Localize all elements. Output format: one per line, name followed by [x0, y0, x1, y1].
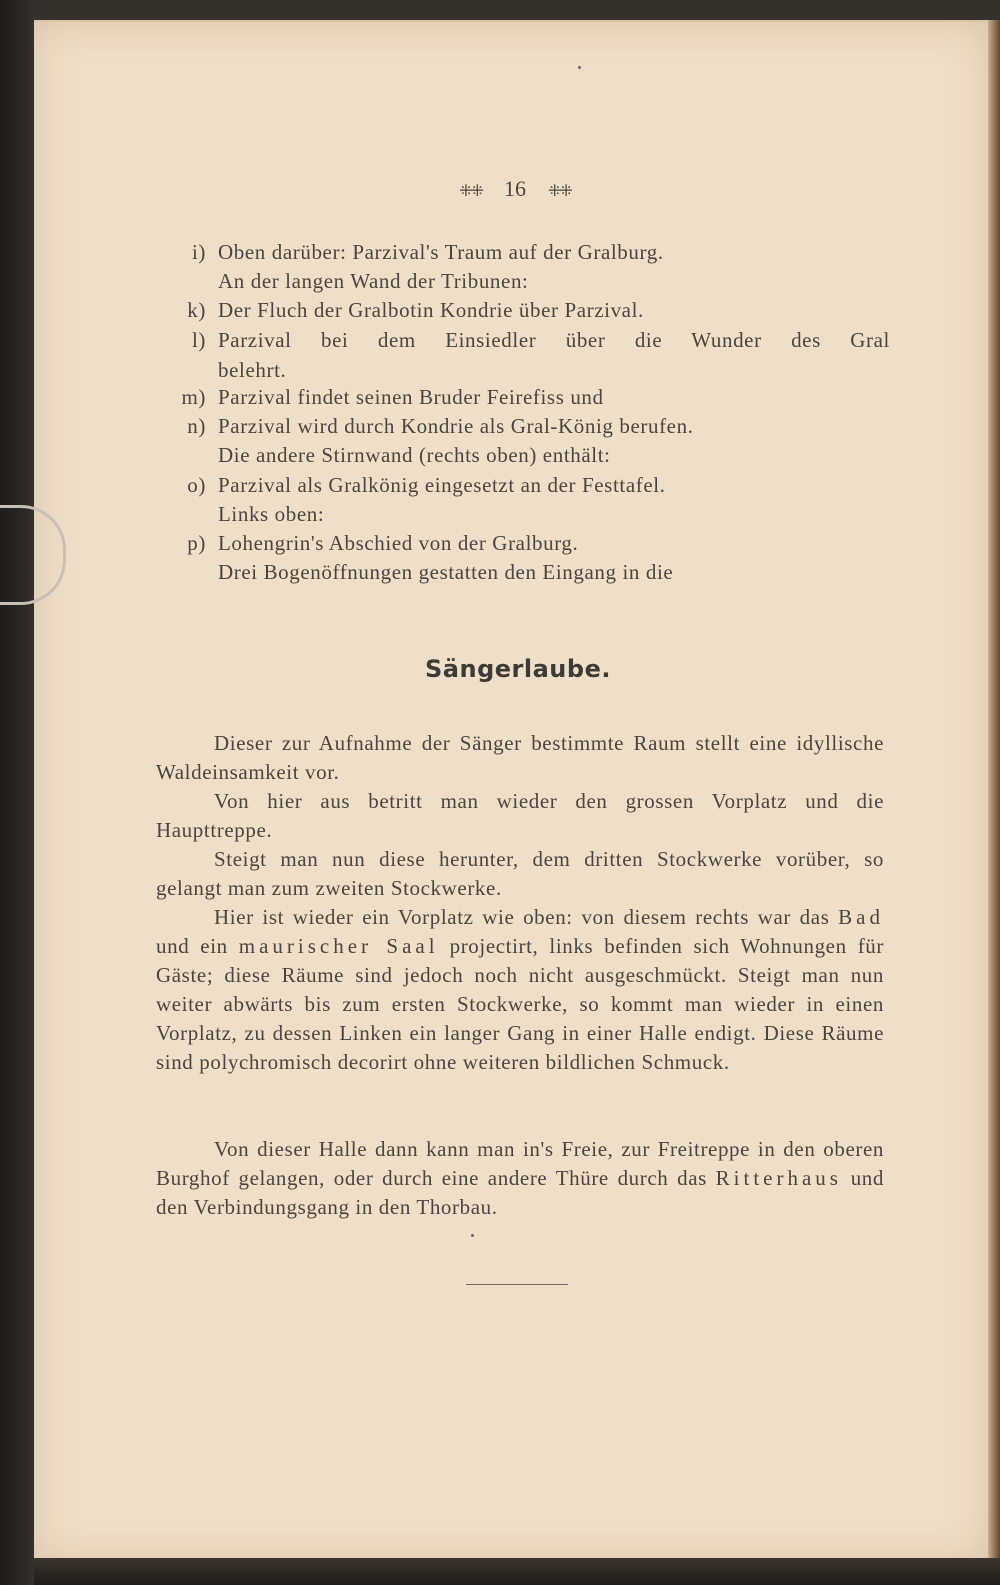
paragraph-text: Steigt man nun diese herunter, dem dritten Stockwerke vorüber, so gelangt man zum zweiten Stockwerke. — [156, 847, 884, 900]
page-edge — [988, 20, 1000, 1565]
spaced-term-bad: Bad — [838, 905, 884, 929]
list-label: k) — [187, 298, 206, 322]
list-text: Die andere Stirnwand (rechts oben) enthält: — [218, 443, 611, 467]
list-text: Parzival wird durch Kondrie als Gral-König berufen. — [218, 414, 694, 438]
paragraph — [156, 1135, 884, 1222]
paragraph-text: Von hier aus betritt man wieder den grossen Vorplatz und die Haupttreppe. — [156, 789, 884, 842]
list-text: Parzival als Gralkönig eingesetzt an der Festtafel. — [218, 473, 666, 497]
page-number: 16 — [504, 176, 526, 201]
ink-dot — [578, 66, 581, 69]
ornament-left-icon: ⁜⁜ — [459, 183, 482, 200]
paragraph-text: und ein — [156, 934, 239, 958]
paragraph-text: und den Verbindungsgang in den Thorbau. — [156, 1166, 884, 1219]
paragraph — [156, 903, 884, 1077]
list-text: Lohengrin's Abschied von der Gralburg. — [218, 531, 579, 555]
end-rule — [466, 1284, 568, 1285]
paragraph-text: Dieser zur Aufnahme der Sänger bestimmte Raum stellt eine idyllische Waldeinsamkeit vor. — [156, 731, 884, 784]
paragraph — [156, 787, 884, 845]
paragraph — [156, 729, 884, 787]
list-text: belehrt. — [218, 358, 287, 382]
list-text: Drei Bogenöffnungen gestatten den Eingang in die — [218, 560, 674, 584]
list-text: Parzival bei dem Einsiedler über die Wunder des Gral — [218, 328, 890, 352]
list-text: Parzival findet seinen Bruder Feirefiss und — [218, 385, 604, 409]
spaced-term-ritterhaus: Ritterhaus — [715, 1166, 842, 1190]
list-text: Links oben: — [218, 502, 325, 526]
paragraph-text: projectirt, links befinden sich Wohnungen für Gäste; diese Räume sind jedoch noch nicht ausgeschmückt. Steigt man nun weiter abwärts bis zum ersten Stockwerke, so kommt man wieder in einen Vorplatz, zu dessen Linken ein langer Gang in einer Halle endigt. Diese Räume sind polychromisch decorirt ohne weiteren bildlichen Schmuck. — [156, 934, 884, 1074]
ornament-right-icon: ⁜⁜ — [548, 183, 571, 200]
section-heading: Sängerlaube. — [425, 655, 611, 683]
list-text: Oben darüber: Parzival's Traum auf der Gralburg. — [218, 240, 664, 264]
list-label: n) — [187, 414, 206, 438]
list-label: i) — [191, 240, 206, 264]
list-text: Der Fluch der Gralbotin Kondrie über Parzival. — [218, 298, 644, 322]
list-label: p) — [187, 531, 206, 555]
list-text: An der langen Wand der Tribunen: — [218, 269, 529, 293]
bottom-margin — [34, 1558, 1000, 1585]
page-header — [0, 176, 1000, 202]
list-label: l) — [191, 328, 206, 352]
ink-dot — [471, 1234, 474, 1237]
paragraph-text: Hier ist wieder ein Vorplatz wie oben: von diesem rechts war das — [214, 905, 839, 929]
paragraph — [156, 845, 884, 903]
spaced-term-saal: maurischer Saal — [238, 934, 439, 958]
paragraph-text: Von dieser Halle dann kann man in's Freie, zur Freitreppe in den oberen Burghof gelangen, oder durch eine andere Thüre durch das — [156, 1137, 884, 1190]
list-label: m) — [181, 385, 206, 409]
list-label: o) — [187, 473, 206, 497]
